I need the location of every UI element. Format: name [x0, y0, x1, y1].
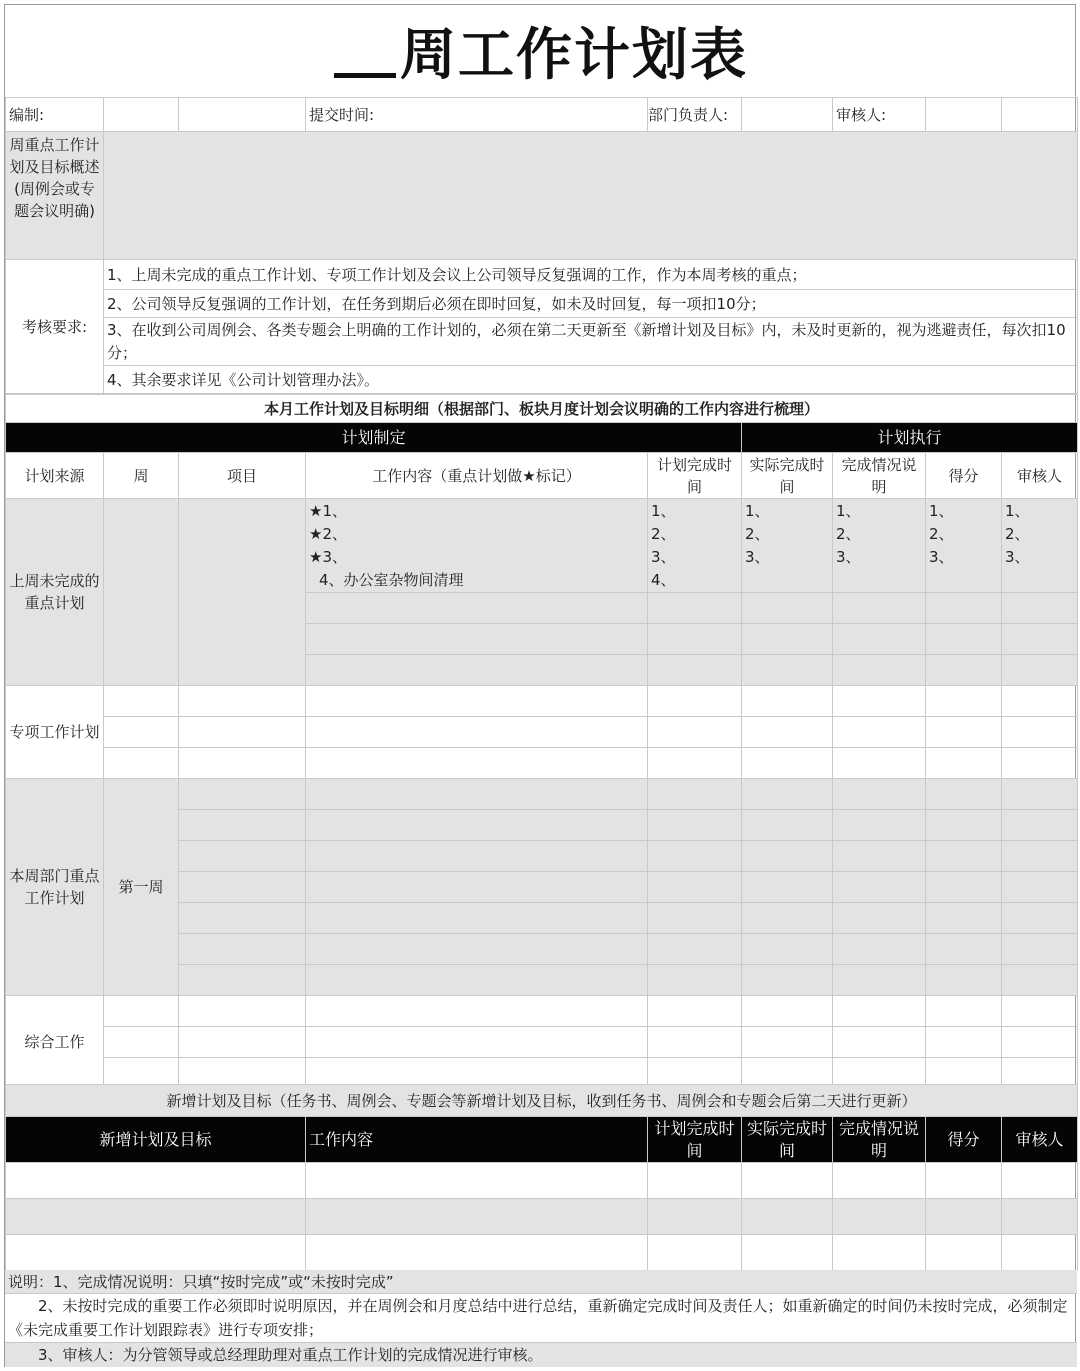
table-cell[interactable]: [1002, 686, 1078, 717]
table-cell[interactable]: [1002, 748, 1078, 779]
table-cell[interactable]: [306, 655, 648, 686]
section-special: 专项工作计划: [6, 686, 104, 779]
table-cell[interactable]: [306, 593, 648, 624]
monthly-section-title: 本月工作计划及目标明细（根据部门、板块月度计划会议明确的工作内容进行梳理）: [6, 395, 1078, 423]
notes-section: [5, 1270, 1077, 1367]
table-cell[interactable]: [306, 872, 648, 903]
table-cell[interactable]: [833, 1027, 926, 1058]
numbered-item: 1、: [745, 502, 770, 520]
table-cell[interactable]: [833, 996, 926, 1027]
numbered-item: 3、: [836, 548, 861, 566]
reviewer-input[interactable]: [926, 98, 1002, 132]
table-cell[interactable]: [742, 1163, 833, 1199]
table-cell[interactable]: [742, 655, 833, 686]
col-planned-time: 计划完成时间: [648, 453, 742, 499]
numbered-item: 3、: [745, 548, 770, 566]
monthly-plan-table: [5, 394, 1078, 1089]
numbered-item: 1、: [1005, 502, 1030, 520]
table-cell[interactable]: [1002, 810, 1078, 841]
table-cell[interactable]: [6, 1163, 306, 1199]
band-plan-making: 计划制定: [6, 423, 742, 453]
numbered-item: 2、: [745, 525, 770, 543]
table-cell[interactable]: [1002, 934, 1078, 965]
table-cell[interactable]: [306, 1163, 648, 1199]
table-cell[interactable]: [179, 934, 306, 965]
table-cell[interactable]: [648, 624, 742, 655]
table-cell[interactable]: [179, 903, 306, 934]
table-cell[interactable]: [742, 779, 833, 810]
table-cell[interactable]: [742, 748, 833, 779]
table-cell[interactable]: [833, 810, 926, 841]
col-actual-time: 实际完成时间: [742, 453, 833, 499]
table-cell[interactable]: [926, 1027, 1002, 1058]
table-cell[interactable]: [1002, 1235, 1078, 1271]
table-cell[interactable]: [104, 717, 179, 748]
table-cell[interactable]: [926, 996, 1002, 1027]
dept-head-label: 部门负责人:: [648, 98, 742, 132]
table-cell[interactable]: [742, 593, 833, 624]
table-cell[interactable]: [179, 717, 306, 748]
table-cell[interactable]: [742, 1027, 833, 1058]
table-cell[interactable]: [1002, 779, 1078, 810]
table-cell[interactable]: [648, 1235, 742, 1271]
numbered-item: 2、: [836, 525, 861, 543]
col-project: 项目: [179, 453, 306, 499]
table-cell[interactable]: [306, 717, 648, 748]
table-cell[interactable]: [926, 686, 1002, 717]
table-cell[interactable]: [742, 1199, 833, 1235]
new-col-reviewer: 审核人: [1002, 1117, 1078, 1163]
table-cell[interactable]: [742, 717, 833, 748]
table-cell[interactable]: [104, 748, 179, 779]
last-week-actual-time[interactable]: [742, 499, 833, 593]
new-col-planned-time: 计划完成时间: [648, 1117, 742, 1163]
new-col-status-note: 完成情况说明: [833, 1117, 926, 1163]
table-cell[interactable]: [6, 1199, 306, 1235]
editor-label: 编制:: [6, 98, 104, 132]
col-plan-source: 计划来源: [6, 453, 104, 499]
last-week-planned-time[interactable]: [648, 499, 742, 593]
last-week-score[interactable]: [926, 499, 1002, 593]
col-score: 得分: [926, 453, 1002, 499]
new-col-score: 得分: [926, 1117, 1002, 1163]
col-status-note: 完成情况说明: [833, 453, 926, 499]
table-cell[interactable]: [742, 965, 833, 996]
table-cell[interactable]: [833, 965, 926, 996]
table-cell[interactable]: [306, 996, 648, 1027]
section-general: 综合工作: [6, 996, 104, 1089]
assessment-item-1: 1、上周未完成的重点工作计划、专项工作计划及会议上公司领导反复强调的工作，作为本周考核的重点；: [104, 260, 1078, 290]
table-cell[interactable]: [306, 624, 648, 655]
note-1: 说明：1、完成情况说明：只填“按时完成”或“未按时完成”: [5, 1270, 1077, 1294]
table-cell[interactable]: [1002, 717, 1078, 748]
table-cell[interactable]: [833, 717, 926, 748]
table-cell[interactable]: [926, 1235, 1002, 1271]
table-cell[interactable]: [179, 779, 306, 810]
note-2: 2、未按时完成的重要工作必须即时说明原因，并在周例会和月度总结中进行总结，重新确定完成时间及责任人；如重新确定的时间仍未按时完成，必须制定《未完成重要工作计划跟踪表》进行专项安排；: [5, 1294, 1077, 1343]
table-cell[interactable]: [179, 996, 306, 1027]
col-week: 周: [104, 453, 179, 499]
table-cell[interactable]: [306, 748, 648, 779]
table-cell[interactable]: [306, 1199, 648, 1235]
table-cell[interactable]: [1002, 965, 1078, 996]
table-cell[interactable]: [926, 841, 1002, 872]
table-cell[interactable]: [833, 655, 926, 686]
submit-time-label: 提交时间:: [306, 98, 648, 132]
numbered-item: 1、: [929, 502, 954, 520]
table-cell[interactable]: [306, 841, 648, 872]
table-cell[interactable]: [833, 934, 926, 965]
editor-input-2[interactable]: [179, 98, 306, 132]
numbered-item: 1、: [836, 502, 861, 520]
table-cell[interactable]: [926, 965, 1002, 996]
table-cell[interactable]: [179, 748, 306, 779]
table-cell[interactable]: [833, 686, 926, 717]
table-cell[interactable]: [742, 934, 833, 965]
week-one-label: 第一周: [104, 779, 179, 996]
planned-item: 3、: [651, 548, 676, 566]
table-cell[interactable]: [742, 624, 833, 655]
table-cell[interactable]: [648, 655, 742, 686]
last-week-reviewer[interactable]: [1002, 499, 1078, 593]
table-cell[interactable]: [104, 1027, 179, 1058]
table-cell[interactable]: [179, 872, 306, 903]
table-cell[interactable]: [306, 686, 648, 717]
table-cell[interactable]: [926, 779, 1002, 810]
new-plans-table: [5, 1084, 1078, 1271]
table-cell[interactable]: [1002, 1199, 1078, 1235]
table-cell[interactable]: [179, 810, 306, 841]
last-week-week-cell[interactable]: [104, 499, 179, 686]
numbered-item: 3、: [929, 548, 954, 566]
content-item: ★2、: [309, 525, 347, 543]
table-cell[interactable]: [179, 965, 306, 996]
table-cell[interactable]: [742, 1235, 833, 1271]
assessment-item-3: 3、在收到公司周例会、各类专题会上明确的工作计划的，必须在第二天更新至《新增计划及目标》内，未及时更新的，视为逃避责任，每次扣10分；: [104, 318, 1078, 366]
table-cell[interactable]: [1002, 996, 1078, 1027]
table-cell[interactable]: [648, 748, 742, 779]
table-cell[interactable]: [833, 1163, 926, 1199]
table-cell[interactable]: [648, 872, 742, 903]
dept-head-input[interactable]: [742, 98, 833, 132]
table-cell[interactable]: [833, 779, 926, 810]
page-title: 周工作计划表: [5, 5, 1077, 97]
table-cell[interactable]: [648, 717, 742, 748]
table-cell[interactable]: [926, 934, 1002, 965]
planned-item: 2、: [651, 525, 676, 543]
table-cell[interactable]: [833, 1199, 926, 1235]
content-item: ★1、: [309, 502, 347, 520]
table-cell[interactable]: [179, 1027, 306, 1058]
summary-label: 周重点工作计划及目标概述(周例会或专题会议明确): [6, 132, 104, 260]
table-cell[interactable]: [742, 872, 833, 903]
new-col-plan: 新增计划及目标: [6, 1117, 306, 1163]
table-cell[interactable]: [179, 841, 306, 872]
table-cell[interactable]: [306, 779, 648, 810]
reviewer-label: 审核人:: [833, 98, 926, 132]
table-cell[interactable]: [926, 717, 1002, 748]
table-cell[interactable]: [833, 1235, 926, 1271]
table-cell[interactable]: [648, 810, 742, 841]
table-cell[interactable]: [742, 686, 833, 717]
table-cell[interactable]: [648, 593, 742, 624]
table-cell[interactable]: [926, 872, 1002, 903]
table-cell[interactable]: [833, 872, 926, 903]
table-cell[interactable]: [926, 624, 1002, 655]
table-cell[interactable]: [833, 748, 926, 779]
content-item: ★3、: [309, 548, 347, 566]
table-cell[interactable]: [104, 996, 179, 1027]
table-cell[interactable]: [742, 810, 833, 841]
table-cell[interactable]: [648, 934, 742, 965]
planned-item: 4、: [651, 571, 676, 589]
assessment-item-2: 2、公司领导反复强调的工作计划，在任务到期后必须在即时回复，如未及时回复，每一项扣10分；: [104, 290, 1078, 318]
table-cell[interactable]: [833, 624, 926, 655]
numbered-item: 2、: [1005, 525, 1030, 543]
table-cell[interactable]: [1002, 903, 1078, 934]
col-reviewer: 审核人: [1002, 453, 1078, 499]
table-cell[interactable]: [179, 686, 306, 717]
assessment-label: 考核要求:: [6, 260, 104, 394]
table-cell[interactable]: [648, 841, 742, 872]
new-plans-title: 新增计划及目标（任务书、周例会、专题会等新增计划及目标，收到任务书、周例会和专题会后第二天进行更新）: [6, 1085, 1078, 1117]
numbered-item: 3、: [1005, 548, 1030, 566]
table-cell[interactable]: [833, 593, 926, 624]
editor-input[interactable]: [104, 98, 179, 132]
table-cell[interactable]: [648, 1163, 742, 1199]
table-cell[interactable]: [742, 996, 833, 1027]
table-cell[interactable]: [1002, 841, 1078, 872]
table-cell[interactable]: [926, 810, 1002, 841]
table-cell[interactable]: [104, 686, 179, 717]
table-cell[interactable]: [306, 1027, 648, 1058]
table-cell[interactable]: [1002, 593, 1078, 624]
numbered-item: 2、: [929, 525, 954, 543]
table-cell[interactable]: [926, 1163, 1002, 1199]
table-cell[interactable]: [648, 779, 742, 810]
table-cell[interactable]: [306, 934, 648, 965]
table-cell[interactable]: [926, 903, 1002, 934]
table-cell[interactable]: [1002, 872, 1078, 903]
table-cell[interactable]: [648, 686, 742, 717]
content-item: 4、办公室杂物间清理: [319, 571, 464, 589]
last-week-project-cell[interactable]: [179, 499, 306, 686]
table-cell[interactable]: [1002, 1163, 1078, 1199]
table-cell[interactable]: [306, 810, 648, 841]
table-cell[interactable]: [833, 903, 926, 934]
table-cell[interactable]: [648, 996, 742, 1027]
table-cell[interactable]: [1002, 1027, 1078, 1058]
new-col-actual-time: 实际完成时间: [742, 1117, 833, 1163]
table-cell[interactable]: [648, 1199, 742, 1235]
table-cell[interactable]: [1002, 655, 1078, 686]
band-plan-execution: 计划执行: [742, 423, 1078, 453]
table-cell[interactable]: [926, 1199, 1002, 1235]
section-this-week: 本周部门重点工作计划: [6, 779, 104, 996]
table-cell[interactable]: [926, 748, 1002, 779]
assessment-table: [5, 259, 1078, 394]
table-cell[interactable]: [926, 593, 1002, 624]
header-table: [5, 97, 1078, 260]
weekly-plan-sheet: [4, 4, 1076, 1367]
col-work-content: 工作内容（重点计划做★标记）: [306, 453, 648, 499]
table-cell[interactable]: [6, 1235, 306, 1271]
table-cell[interactable]: [306, 1235, 648, 1271]
table-cell[interactable]: [306, 965, 648, 996]
table-cell[interactable]: [306, 903, 648, 934]
summary-input[interactable]: [104, 132, 1078, 260]
assessment-item-4: 4、其余要求详见《公司计划管理办法》。: [104, 366, 1078, 394]
table-cell[interactable]: [833, 841, 926, 872]
table-cell[interactable]: [742, 841, 833, 872]
table-cell[interactable]: [926, 655, 1002, 686]
table-cell[interactable]: [648, 903, 742, 934]
planned-item: 1、: [651, 502, 676, 520]
table-cell[interactable]: [648, 1027, 742, 1058]
note-3: 3、审核人：为分管领导或总经理助理对重点工作计划的完成情况进行审核。: [5, 1343, 1077, 1367]
table-cell[interactable]: [1002, 624, 1078, 655]
reviewer-input-2[interactable]: [1002, 98, 1078, 132]
section-last-week: 上周未完成的重点计划: [6, 499, 104, 686]
table-cell[interactable]: [742, 903, 833, 934]
new-col-content: 工作内容: [306, 1117, 648, 1163]
last-week-status-note[interactable]: [833, 499, 926, 593]
last-week-content[interactable]: [306, 499, 648, 593]
table-cell[interactable]: [648, 965, 742, 996]
title-blank-line: [334, 25, 396, 78]
